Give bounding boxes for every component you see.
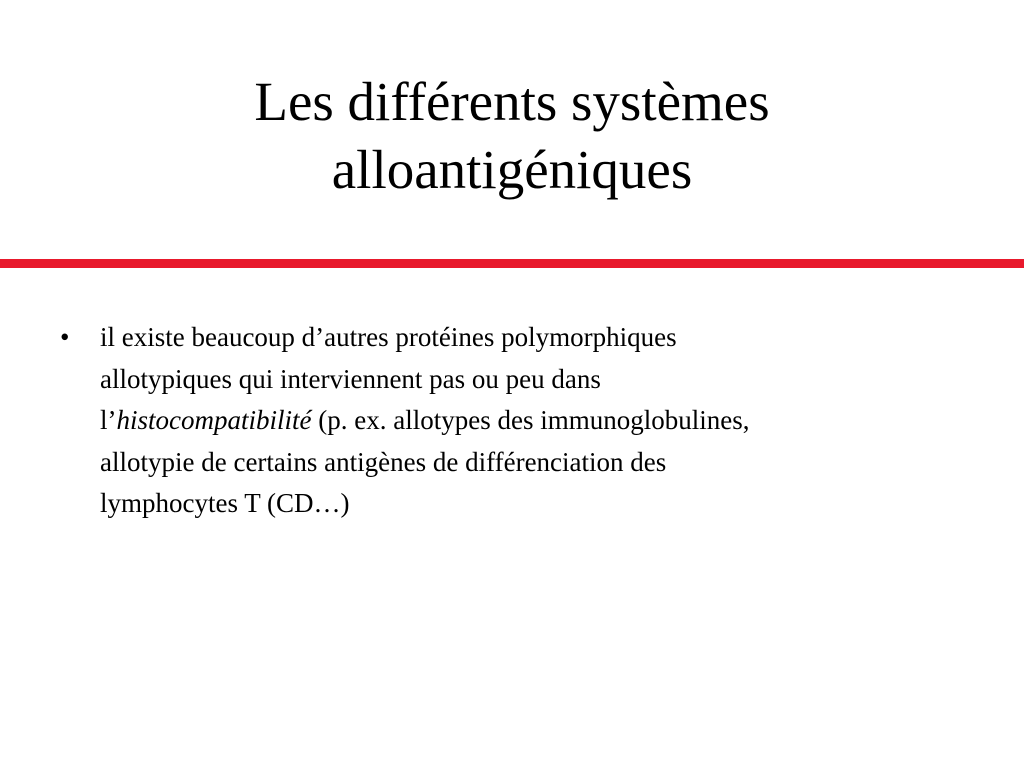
slide-title-line-1: Les différents systèmes [254,71,770,132]
slide-title [0,68,1024,203]
bullet-text-italic-term: histocompatibilité [116,405,312,435]
bullet-item [60,317,960,525]
bullet-text-line-1: il existe beaucoup d’autres protéines polymorphiques [100,322,677,352]
slide-title-line-2: alloantigéniques [331,138,693,200]
bullet-text-line-4: allotypie de certains antigènes de différenciation des [100,446,667,477]
bullet-text-prefix: l’ [100,405,117,435]
title-divider-rule [0,259,1024,268]
bullet-text-line-5: lymphocytes T (CD…) [100,488,350,518]
bullet-icon: • [60,322,70,352]
bullet-text-line-2: allotypiques qui interviennent pas ou peu dans [100,363,601,394]
bullet-text-suffix: (p. ex. allotypes des immunoglobulines, [311,405,750,435]
bullet-list [60,317,960,525]
bullet-text-line-3 [100,400,960,442]
